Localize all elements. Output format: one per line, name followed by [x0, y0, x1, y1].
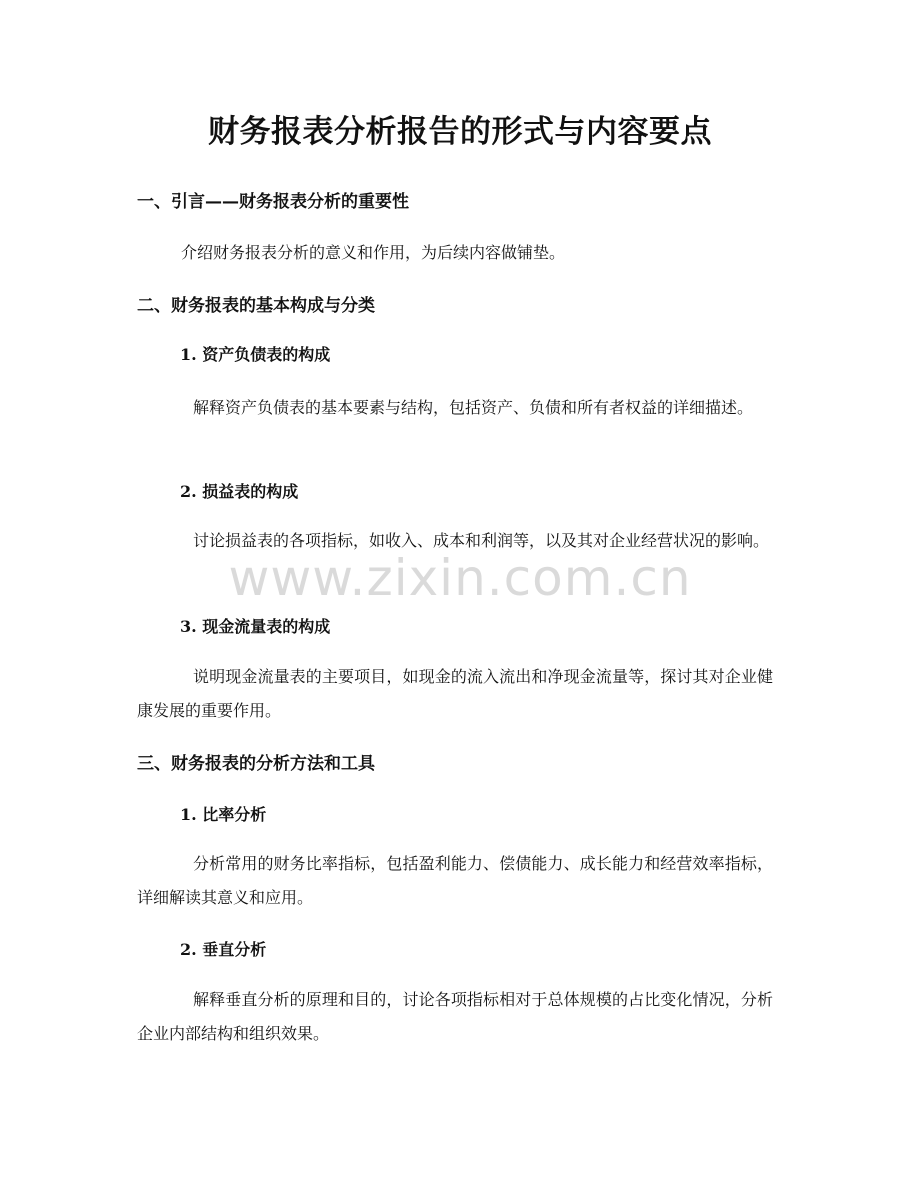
document-title: 财务报表分析报告的形式与内容要点 [208, 114, 712, 150]
paragraph-balance-sheet: 解释资产负债表的基本要素与结构，包括资产、负债和所有者权益的详细描述。 [193, 398, 754, 417]
section-intro-paragraph: 介绍财务报表分析的意义和作用，为后续内容做铺垫。 [181, 243, 566, 262]
paragraph-ratio-analysis: 分析常用的财务比率指标，包括盈利能力、偿债能力、成长能力和经营效率指标，详细解读其意义和应用。 [137, 854, 773, 907]
subheading-ratio-analysis: 1. 比率分析 [180, 805, 267, 824]
section-heading-intro: 一、引言——财务报表分析的重要性 [137, 192, 409, 212]
section-heading-methods: 三、财务报表的分析方法和工具 [137, 754, 375, 774]
subheading-cash-flow: 3. 现金流量表的构成 [180, 617, 331, 636]
subheading-vertical-analysis: 2. 垂直分析 [180, 940, 267, 959]
section-heading-composition: 二、财务报表的基本构成与分类 [137, 296, 375, 316]
watermark: www.zixin.com.cn [228, 549, 692, 607]
subheading-balance-sheet: 1. 资产负债表的构成 [180, 345, 331, 364]
subheading-income-statement: 2. 损益表的构成 [180, 482, 299, 501]
paragraph-vertical-analysis: 解释垂直分析的原理和目的，讨论各项指标相对于总体规模的占比变化情况，分析企业内部结构和组织效果。 [137, 990, 773, 1043]
paragraph-cash-flow: 说明现金流量表的主要项目，如现金的流入流出和净现金流量等，探讨其对企业健康发展的重要作用。 [137, 667, 773, 720]
paragraph-income-statement: 讨论损益表的各项指标，如收入、成本和利润等，以及其对企业经营状况的影响。 [193, 531, 770, 550]
